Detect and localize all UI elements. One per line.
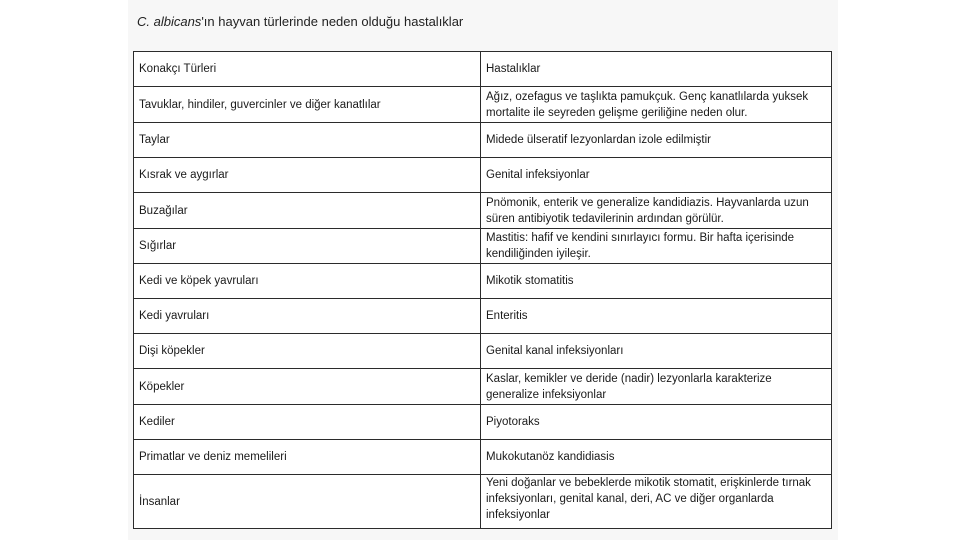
disease-cell: Mastitis: hafif ve kendini sınırlayıcı formu. Bir hafta içerisinde kendiliğinden iyileşir. — [481, 229, 832, 264]
host-cell: Taylar — [134, 123, 481, 158]
table-row — [134, 440, 832, 475]
table-row — [134, 264, 832, 299]
table-row — [134, 334, 832, 369]
table-row — [134, 475, 832, 529]
disease-cell: Genital infeksiyonlar — [481, 158, 832, 193]
host-cell: Köpekler — [134, 369, 481, 405]
host-cell: Kediler — [134, 405, 481, 440]
disease-cell: Mukokutanöz kandidiasis — [481, 440, 832, 475]
table-row — [134, 369, 832, 405]
table-row — [134, 193, 832, 229]
disease-cell: Yeni doğanlar ve bebeklerde mikotik stomatit, erişkinlerde tırnak infeksiyonları, genital kanal, deri, AC ve diğer organlarda infeksiyonlar — [481, 475, 832, 529]
disease-cell: Genital kanal infeksiyonları — [481, 334, 832, 369]
table-row — [134, 229, 832, 264]
table-row — [134, 87, 832, 123]
disease-cell: Enteritis — [481, 299, 832, 334]
host-cell: Buzağılar — [134, 193, 481, 229]
host-cell: Tavuklar, hindiler, guvercinler ve diğer kanatlılar — [134, 87, 481, 123]
disease-cell: Piyotoraks — [481, 405, 832, 440]
table-row — [134, 158, 832, 193]
disease-cell: Ağız, ozefagus ve taşlıkta pamukçuk. Genç kanatlılarda yuksek mortalite ile seyreden gelişme geriliğine neden olur. — [481, 87, 832, 123]
host-cell: Kedi ve köpek yavruları — [134, 264, 481, 299]
caption-text: 'ın hayvan türlerinde neden olduğu hastalıklar — [201, 14, 464, 29]
header-diseases: Hastalıklar — [481, 52, 832, 87]
table-header-row — [134, 52, 832, 87]
host-cell: Primatlar ve deniz memelileri — [134, 440, 481, 475]
host-cell: İnsanlar — [134, 475, 481, 529]
disease-cell: Pnömonik, enterik ve generalize kandidiazis. Hayvanlarda uzun süren antibiyotik tedavilerinin ardından görülür. — [481, 193, 832, 229]
host-cell: Sığırlar — [134, 229, 481, 264]
header-host-species: Konakçı Türleri — [134, 52, 481, 87]
host-cell: Dişi köpekler — [134, 334, 481, 369]
table-row — [134, 123, 832, 158]
table-row — [134, 299, 832, 334]
disease-cell: Mikotik stomatitis — [481, 264, 832, 299]
host-disease-table — [133, 51, 832, 529]
host-cell: Kısrak ve aygırlar — [134, 158, 481, 193]
table-row — [134, 405, 832, 440]
caption-species: C. albicans — [137, 14, 202, 29]
disease-cell: Kaslar, kemikler ve deride (nadir) lezyonlarla karakterize generalize infeksiyonlar — [481, 369, 832, 405]
table-caption — [137, 14, 463, 29]
disease-cell: Midede ülseratif lezyonlardan izole edilmiştir — [481, 123, 832, 158]
host-cell: Kedi yavruları — [134, 299, 481, 334]
